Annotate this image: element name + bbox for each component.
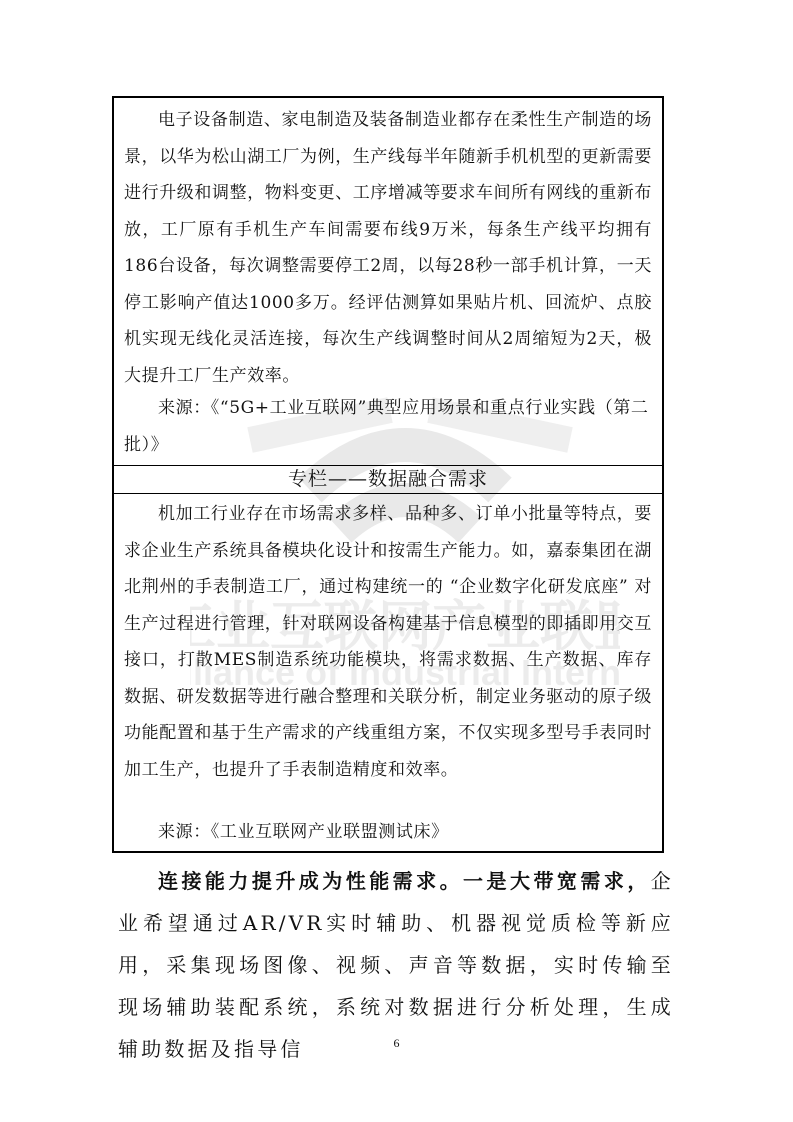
body-content: 企业希望通过AR/VR实时辅助、机器视觉质检等新应用，采集现场图像、视频、声音等数据，实时传输至现场辅助装配系统，系统对数据进行分析处理，生成辅助数据及指导信 <box>118 869 674 1061</box>
case-source: 来源：《“5G+工业互联网”典型应用场景和重点行业实践（第二批）》 <box>124 398 649 455</box>
body-lead: 连接能力提升成为性能需求。一是大带宽需求， <box>158 869 651 893</box>
watermark-line2: liance of Industrial Intern <box>192 652 620 693</box>
column-title: 专栏——数据融合需求 <box>287 468 488 490</box>
case-source: 来源：《工业互联网产业联盟测试床》 <box>158 822 449 842</box>
case-section-flexible-manufacturing <box>114 98 662 465</box>
watermark-line1: 业互联网产业联 <box>215 597 594 657</box>
page-number: 6 <box>393 1036 400 1050</box>
case-section-data-fusion <box>114 494 662 851</box>
case-paragraph: 电子设备制造、家电制造及装备制造业都存在柔性生产制造的场景，以华为松山湖工厂为例，生产线每半年随新手机机型的更新需要进行升级和调整，物料变更、工序增减等要求车间所有网线的重新布放，工厂原有手机生产车间需要布线9万米，每条生产线平均拥有186台设备，每次调整需要停工2周，以每28秒一部手机计算，一天停工影响产值达1000多万。经评估测算如果贴片机、回流炉、点胶机实现无线化灵活连接，每次生产线调整时间从2周缩短为2天，极大提升工厂生产效率。 <box>124 110 652 386</box>
case-box <box>112 96 664 853</box>
case-paragraph: 机加工行业存在市场需求多样、品种多、订单小批量等特点，要求企业生产系统具备模块化设计和按需生产能力。如，嘉泰集团在湖北荆州的手表制造工厂，通过构建统一的 “企业数字化研发底座” 对生产过程进行管理，针对联网设备构建基于信息模型的即插即用交互接口，打散MES制造系统功能模块，将需求数据、生产数据、库存数据、研发数据等进行融合整理和关联分析，制定业务驱动的原子级功能配置和基于生产需求的产线重组方案，不仅实现多型号手表同时加工生产，也提升了手表制造精度和效率。 <box>124 504 652 780</box>
column-header <box>114 465 662 494</box>
